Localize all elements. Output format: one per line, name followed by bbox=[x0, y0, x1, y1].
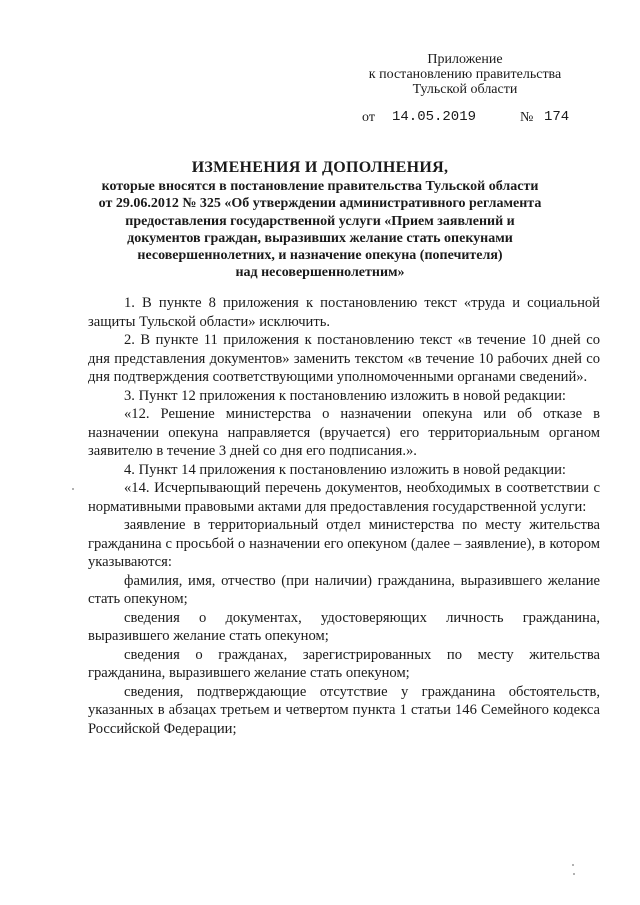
body-paragraph: «12. Решение министерства о назначении опекуна или об отказе в назначении опекуна направляется (вручается) его территориальным органом заявителю в течение 3 дней со дня его подписания.». bbox=[88, 406, 600, 459]
body-paragraph: фамилия, имя, отчество (при наличии) гражданина, выразившего желание стать опекуном; bbox=[88, 572, 600, 607]
date-prefix: от bbox=[362, 110, 375, 125]
body-paragraph: «14. Исчерпывающий перечень документов, необходимых в соответствии с нормативными правовыми актами для предоставления государственной услуги: bbox=[88, 480, 600, 515]
registration-line bbox=[362, 110, 602, 128]
appendix-line: к постановлению правительства bbox=[368, 67, 562, 82]
body-paragraph: 3. Пункт 12 приложения к постановлению изложить в новой редакции: bbox=[124, 387, 566, 404]
heading-line: над несовершеннолетним» bbox=[235, 265, 405, 281]
document-body bbox=[88, 294, 600, 738]
body-paragraph: 1. В пункте 8 приложения к постановлению текст «труда и социальной защиты Тульской области» исключить. bbox=[88, 295, 600, 330]
heading-line: от 29.06.2012 № 325 «Об утверждении административного регламента bbox=[98, 196, 542, 212]
body-paragraph: сведения о документах, удостоверяющих личность гражданина, выразившего желание стать опекуном; bbox=[88, 609, 600, 644]
heading-line: которые вносятся в постановление правительства Тульской области bbox=[101, 179, 539, 194]
scan-speck bbox=[572, 864, 574, 866]
body-paragraph: 2. В пункте 11 приложения к постановлению текст «в течение 10 дней со дня представления документов» заменить текстом «в течение 10 рабочих дней со дня подтверждения соответствующими уполномоченными органами сведений». bbox=[88, 332, 600, 385]
document-heading bbox=[80, 158, 560, 282]
body-paragraph: заявление в территориальный отдел министерства по месту жительства гражданина с просьбой о назначении его опекуном (далее – заявление), в котором указываются: bbox=[88, 517, 600, 570]
heading-line: несовершеннолетних, и назначение опекуна (попечителя) bbox=[137, 248, 503, 264]
scan-speck bbox=[72, 488, 74, 490]
document-number: 174 bbox=[544, 109, 570, 125]
heading-line: документов граждан, выразивших желание стать опекунами bbox=[127, 230, 513, 246]
heading-title: ИЗМЕНЕНИЯ И ДОПОЛНЕНИЯ, bbox=[191, 159, 449, 176]
document-date: 14.05.2019 bbox=[392, 109, 477, 125]
body-paragraph: 4. Пункт 14 приложения к постановлению изложить в новой редакции: bbox=[124, 461, 566, 478]
body-paragraph: сведения, подтверждающие отсутствие у гражданина обстоятельств, указанных в абзацах третьем и четвертом пункта 1 статьи 146 Семейного кодекса Российской Федерации; bbox=[88, 683, 600, 737]
heading-line: предоставления государственной услуги «Прием заявлений и bbox=[125, 213, 515, 229]
appendix-line: Тульской области bbox=[412, 82, 518, 97]
body-paragraph: сведения о гражданах, зарегистрированных по месту жительства гражданина, выразившего желание стать опекуном; bbox=[88, 646, 600, 681]
appendix-line: Приложение bbox=[427, 52, 503, 67]
appendix-note bbox=[350, 52, 580, 97]
number-prefix: № bbox=[520, 110, 534, 125]
scan-speck bbox=[573, 873, 575, 875]
